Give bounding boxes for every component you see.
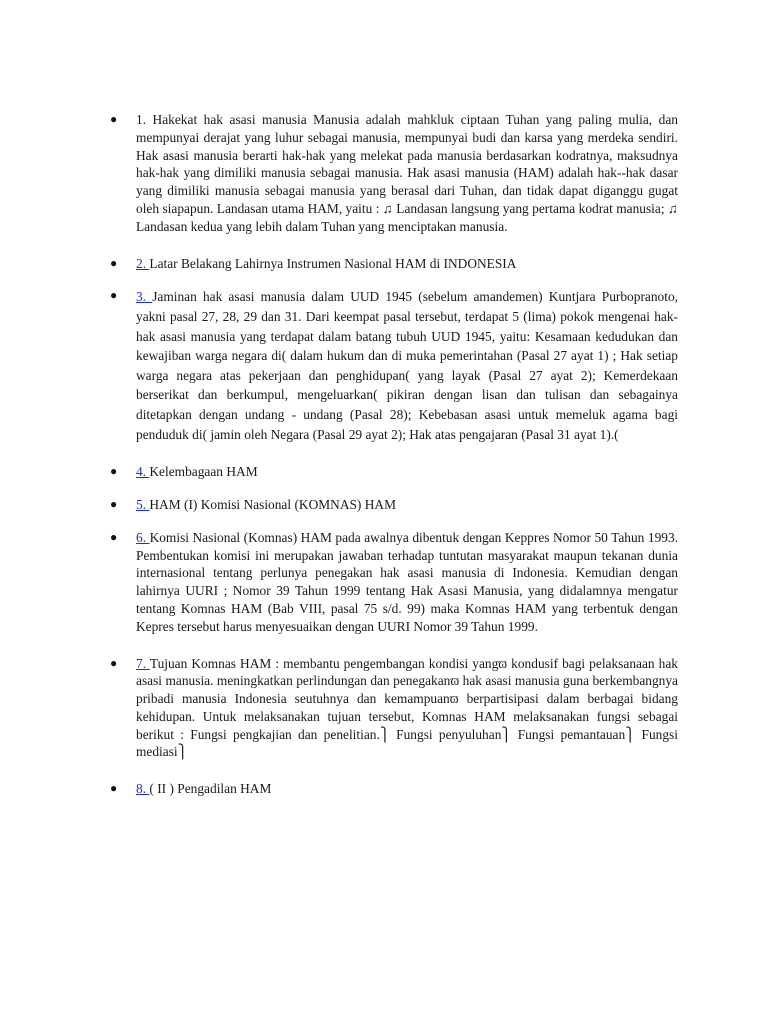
item-text: Jaminan hak asasi manusia dalam UUD 1945 (sebelum amandemen) Kuntjara Purbopranoto, yakni pasal 27, 28, 29 dan 31. Dari keempat pasal tersebut, terdapat 5 (lima) pokok mengenai hak-hak asasi manusia yang terdapat dalam batang tubuh UUD 1945, yaitu: Kesamaan kedudukan dan kewajiban warga negara di( dalam hukum dan di muka pemerintahan (Pasal 27 ayat 1) ; Hak setiap warga negara atas pekerjaan dan penghidupan( yang layak (Pasal 27 ayat 2); Kemerdekaan berserikat dan berkumpul, mengeluarkan( pikiran dengan lisan dan tulisan dan sebagainya ditetapkan dengan undang - undang (Pasal 28); Kebebasan asasi untuk memeluk agama bagi penduduk di( jamin oleh Negara (Pasal 29 ayat 2); Hak atas pengajaran (Pasal 31 ayat 1).(: [136, 289, 678, 442]
item-number-link[interactable]: 2.: [136, 255, 150, 271]
item-text: Latar Belakang Lahirnya Instrumen Nasional HAM di INDONESIA: [149, 255, 517, 271]
item-number-link[interactable]: 4.: [136, 464, 150, 480]
bullet-icon: ●: [110, 288, 118, 303]
list-item: [110, 780, 678, 798]
item-text: 1. Hakekat hak asasi manusia Manusia adalah mahkluk ciptaan Tuhan yang paling mulia, dan mempunyai derajat yang luhur sebagai manusia, mempunyai budi dan karsa yang merdeka sendiri. Hak asasi manusia berarti hak-hak yang melekat pada manusia berdasarkan kodratnya, maksudnya hak-hak yang dimiliki manusia sebagai manusia. Hak asasi manusia (HAM) adalah hak--hak dasar yang dimiliki manusia sebagai manusia yang berasal dari Tuhan, dan tidak dapat diganggu gugat oleh siapapun. Landasan utama HAM, yaitu : ♫ Landasan langsung yang pertama kodrat manusia; ♫ Landasan kedua yang lebih dalam Tuhan yang menciptakan manusia.: [136, 112, 678, 234]
item-text: Tujuan Komnas HAM : membantu pengembangan kondisi yangϖ kondusif bagi pelaksanaan hak asasi manusia. meningkatkan perlindungan dan penegakanϖ hak asasi manusia guna berkembangnya pribadi manusia Indonesia seutuhnya dan kemampuanϖ berpartisipasi dalam berbagai bidang kehidupan. Untuk melaksanakan tujuan tersebut, Komnas HAM melaksanakan fungsi sebagai berikut : Fungsi pengkajian dan penelitian.⎫ Fungsi penyuluhan⎫ Fungsi pemantauan⎫ Fungsi mediasi⎫: [136, 655, 678, 760]
bullet-icon: ●: [110, 781, 118, 796]
list-item: [110, 655, 678, 762]
item-number-link[interactable]: 3.: [136, 289, 153, 305]
item-text: ( II ) Pengadilan HAM: [149, 781, 272, 797]
item-text: Komisi Nasional (Komnas) HAM pada awalnya dibentuk dengan Keppres Nomor 50 Tahun 1993. Pembentukan komisi ini merupakan jawaban terhadap tuntutan masyarakat maupun tekanan dunia internasional tentang perlunya penegakan hak asasi manusia di Indonesia. Kemudian dengan lahirnya UURI ; Nomor 39 Tahun 1999 tentang Hak Asasi Manusia, yang didalamnya mengatur tentang Komnas HAM (Bab VIII, pasal 75 s/d. 99) maka Komnas HAM yang terbentuk dengan Kepres tersebut harus menyesuaikan dengan UURI Nomor 39 Tahun 1999.: [136, 529, 679, 634]
item-number-link[interactable]: 5.: [136, 496, 150, 512]
bullet-icon: ●: [110, 496, 118, 511]
list-item: [110, 111, 678, 236]
item-number-link[interactable]: 7.: [136, 655, 150, 671]
bullet-icon: ●: [110, 464, 118, 479]
list-item: [110, 529, 678, 636]
bullet-icon: ●: [110, 655, 118, 670]
item-number-link[interactable]: 6.: [136, 529, 150, 545]
item-list: [110, 111, 678, 813]
list-item: [110, 463, 678, 481]
item-text: HAM (I) Komisi Nasional (KOMNAS) HAM: [149, 496, 396, 512]
list-item: [110, 496, 678, 514]
bullet-icon: ●: [110, 255, 118, 270]
list-item: [110, 287, 678, 444]
bullet-icon: ●: [110, 529, 118, 544]
bullet-icon: ●: [110, 112, 118, 126]
item-number-link[interactable]: 8.: [136, 781, 150, 797]
item-text: Kelembagaan HAM: [149, 464, 258, 480]
list-item: [110, 255, 678, 273]
